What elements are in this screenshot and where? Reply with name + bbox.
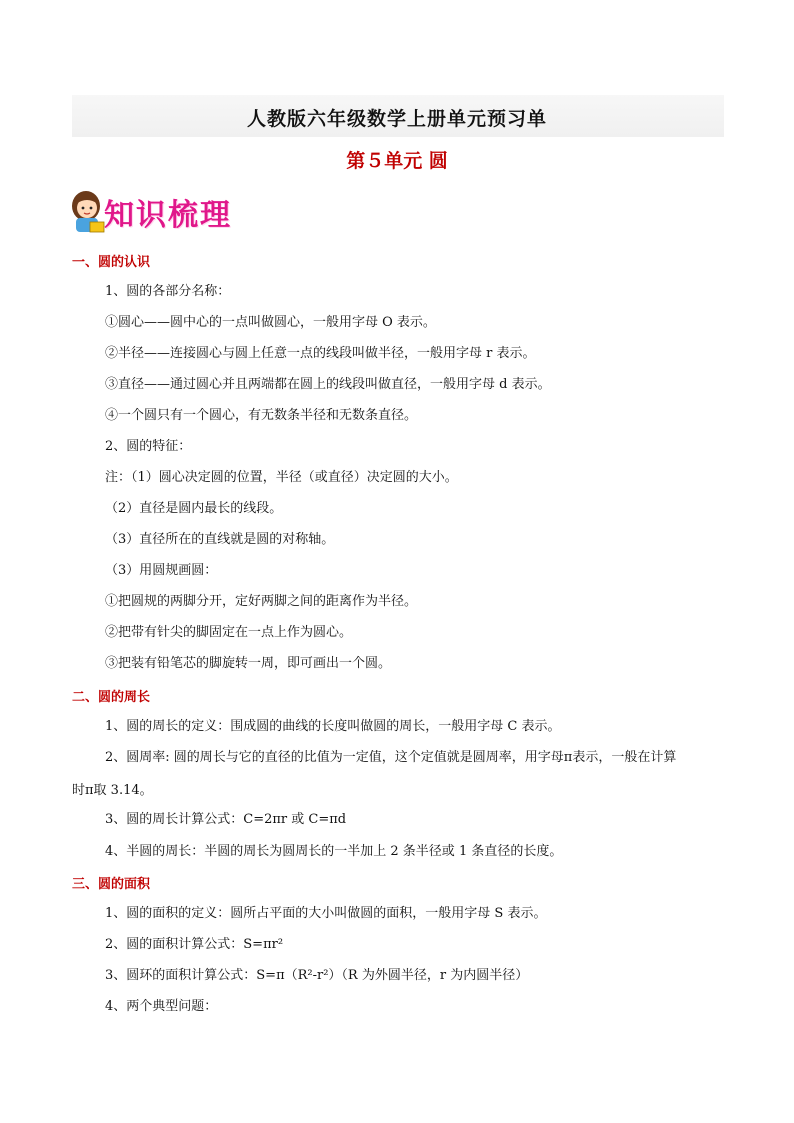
section-heading-circumference: 二、圆的周长 xyxy=(72,690,151,705)
text-line: 注：（1）圆心决定圆的位置，半径（或直径）决定圆的大小。 xyxy=(105,470,458,485)
text-line: 3、圆环的面积计算公式：S=π（R²-r²）（R 为外圆半径，r 为内圆半径） xyxy=(105,968,529,983)
text-line: 4、半圆的周长：半圆的周长为圆周长的一半加上 2 条半径或 1 条直径的长度。 xyxy=(105,844,563,859)
text-line: 2、圆的特征： xyxy=(105,439,192,454)
text-line: 3、圆的周长计算公式：C=2πr 或 C=πd xyxy=(105,812,347,827)
text-line: ②把带有针尖的脚固定在一点上作为圆心。 xyxy=(105,625,353,640)
knowledge-summary-badge: 知识梳理 xyxy=(104,198,232,233)
text-line: 时π取 3.14。 xyxy=(72,783,153,798)
text-line: ①把圆规的两脚分开，定好两脚之间的距离作为半径。 xyxy=(105,594,418,609)
unit-title: 第５单元 圆 xyxy=(346,150,448,172)
text-line: （3）直径所在的直线就是圆的对称轴。 xyxy=(105,532,335,547)
text-line: ②半径——连接圆心与圆上任意一点的线段叫做半径，一般用字母 r 表示。 xyxy=(105,346,536,361)
text-line: 2、圆周率: 圆的周长与它的直径的比值为一定值，这个定值就是圆周率，用字母π表示，一般在计算 xyxy=(105,750,677,765)
text-line: ①圆心——圆中心的一点叫做圆心，一般用字母 O 表示。 xyxy=(105,315,436,330)
document-title: 人教版六年级数学上册单元预习单 xyxy=(246,108,547,130)
text-line: ③把装有铅笔芯的脚旋转一周，即可画出一个圆。 xyxy=(105,656,392,671)
text-line: 2、圆的面积计算公式：S=πr² xyxy=(105,937,284,952)
section-heading-area: 三、圆的面积 xyxy=(72,877,151,892)
text-line: ③直径——通过圆心并且两端都在圆上的线段叫做直径，一般用字母 d 表示。 xyxy=(105,377,551,392)
text-line: （3）用圆规画圆： xyxy=(105,563,218,578)
text-line: 1、圆的面积的定义：圆所占平面的大小叫做圆的面积，一般用字母 S 表示。 xyxy=(105,906,547,921)
section-heading-circle-basics: 一、圆的认识 xyxy=(72,255,151,270)
text-line: 1、圆的周长的定义：围成圆的曲线的长度叫做圆的周长，一般用字母 C 表示。 xyxy=(105,719,561,734)
text-line: （2）直径是圆内最长的线段。 xyxy=(105,501,283,516)
text-line: 4、两个典型问题： xyxy=(105,999,218,1014)
text-line: 1、圆的各部分名称： xyxy=(105,284,231,299)
text-line: ④一个圆只有一个圆心，有无数条半径和无数条直径。 xyxy=(105,408,418,423)
